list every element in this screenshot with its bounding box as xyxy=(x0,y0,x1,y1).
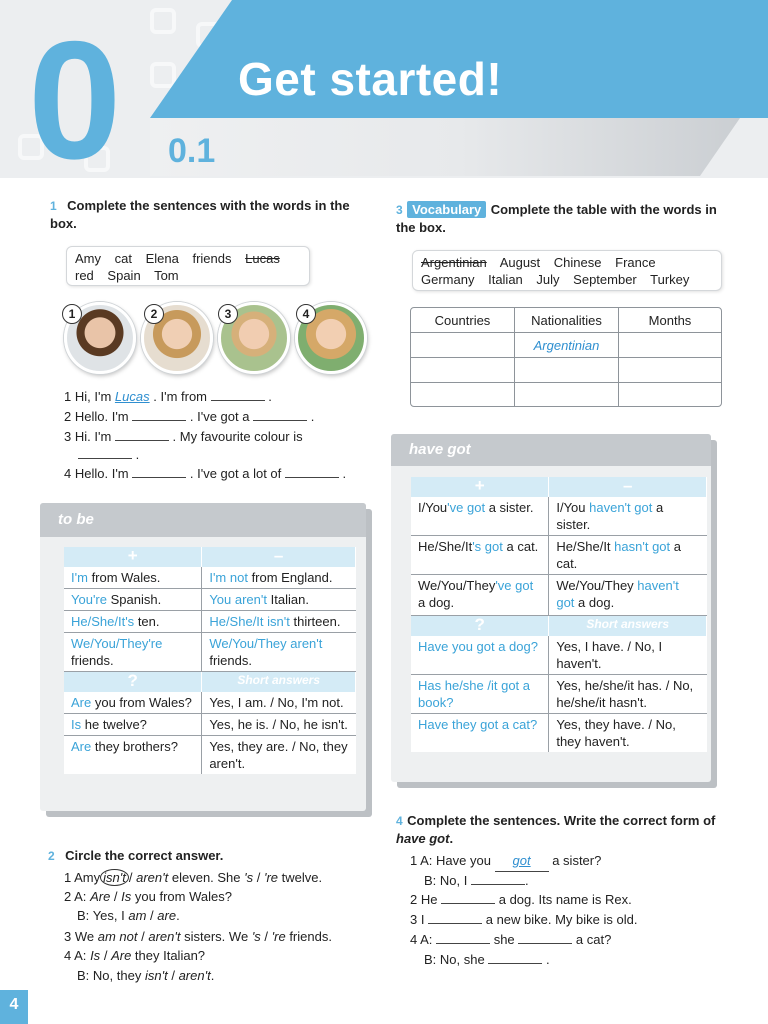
plus-header: + xyxy=(64,547,202,567)
exercise-2-item-1: 1 Amy isn't / aren't eleven. She 's / 're twelve. xyxy=(64,870,323,885)
column-header: Nationalities xyxy=(515,308,619,333)
exercise-4-instruction: 4 Complete the sentences. Write the correct form of have got. xyxy=(396,813,716,846)
decor-square xyxy=(150,8,176,34)
exercise-4-item-1b: B: No, I . xyxy=(424,873,529,888)
exercise-2-item-4: 4 A: Is / Are they Italian? xyxy=(64,948,206,963)
answer-blank[interactable] xyxy=(518,943,572,944)
table-cell[interactable] xyxy=(411,358,515,383)
answer-blank[interactable] xyxy=(436,943,490,944)
answer-blank[interactable] xyxy=(285,477,339,478)
minus-header: – xyxy=(202,547,356,567)
table-row: He/She/It's got a cat. He/She/It hasn't got a cat. xyxy=(411,536,707,575)
word: Elena xyxy=(145,251,179,266)
answer-blank[interactable] xyxy=(253,420,307,421)
table-row: Have they got a cat? Yes, they have. / No, they haven't. xyxy=(411,714,707,753)
table-cell[interactable] xyxy=(619,383,722,408)
grammar-panel-have-got xyxy=(391,434,711,782)
word-crossed-out: Argentinian xyxy=(421,255,487,270)
grammar-panel-to-be xyxy=(40,503,366,811)
decor-square xyxy=(150,62,176,88)
table-row: Has he/she /it got a book? Yes, he/she/it has. / No, he/she/it hasn't. xyxy=(411,675,707,714)
exercise-4-item-2: 2 He a dog. Its name is Rex. xyxy=(410,892,632,907)
answer-blank[interactable] xyxy=(428,923,482,924)
exercise-2-item-2b: B: Yes, I am / are. xyxy=(77,908,180,923)
table-cell[interactable] xyxy=(619,358,722,383)
word: red xyxy=(75,268,94,283)
table-row: I/You've got a sister. I/You haven't got a sister. xyxy=(411,497,707,536)
answer-blank[interactable] xyxy=(132,420,186,421)
word-box-ex1 xyxy=(66,246,310,286)
plus-header: + xyxy=(411,477,549,497)
page-number: 4 xyxy=(0,990,28,1024)
photo-number-badge: 3 xyxy=(218,304,238,324)
vocabulary-table xyxy=(410,307,722,407)
table-cell[interactable] xyxy=(515,383,619,408)
circled-answer[interactable]: isn't xyxy=(100,869,129,886)
exercise-number: 1 xyxy=(50,199,57,213)
unit-number-large: 0 xyxy=(28,6,118,194)
answer-blank[interactable] xyxy=(441,903,495,904)
exercise-2-item-3: 3 We am not / aren't sisters. We 's / 're friends. xyxy=(64,929,332,944)
panel-title: have got xyxy=(391,434,711,466)
table-row: We/You/They're friends. We/You/They aren't friends. xyxy=(64,633,356,672)
exercise-2-item-4b: B: No, they isn't / aren't. xyxy=(77,968,215,983)
exercise-4-item-4b: B: No, she . xyxy=(424,952,550,967)
word: Spain xyxy=(107,268,141,283)
short-answers-header: Short answers xyxy=(202,672,356,693)
exercise-4-item-1: 1 A: Have you got a sister? xyxy=(410,851,601,872)
exercise-1-instruction xyxy=(50,197,360,233)
exercise-1-item-1: 1 Hi, I'm Lucas . I'm from . xyxy=(64,389,272,404)
exercise-1-item-2: 2 Hello. I'm . I've got a . xyxy=(64,409,315,424)
table-cell[interactable] xyxy=(411,333,515,358)
to-be-table xyxy=(64,547,356,774)
vocabulary-tag: Vocabulary xyxy=(407,201,486,218)
exercise-4-item-3: 3 I a new bike. My bike is old. xyxy=(410,912,638,927)
example-answer: Argentinian xyxy=(515,333,619,358)
column-header: Countries xyxy=(411,308,515,333)
table-row: Is he twelve? Yes, he is. / No, he isn't. xyxy=(64,714,356,736)
exercise-1-item-3: 3 Hi. I'm . My favourite colour is xyxy=(64,429,303,444)
table-row: We/You/They've got a dog. We/You/They haven't got a dog. xyxy=(411,575,707,616)
answer-blank[interactable] xyxy=(115,440,169,441)
exercise-4-item-4: 4 A: she a cat? xyxy=(410,932,612,947)
short-answers-header: Short answers xyxy=(549,616,707,637)
example-answer: Lucas xyxy=(114,389,150,404)
exercise-2-instruction: 2 Circle the correct answer. xyxy=(48,848,224,863)
table-row: Are you from Wales? Yes, I am. / No, I'm not. xyxy=(64,692,356,714)
photo-number-badge: 4 xyxy=(296,304,316,324)
have-got-table xyxy=(411,477,707,752)
table-row: Have you got a dog? Yes, I have. / No, I haven't. xyxy=(411,636,707,675)
word: Amy xyxy=(75,251,101,266)
column-header: Months xyxy=(619,308,722,333)
question-header: ? xyxy=(411,616,549,637)
answer-blank[interactable] xyxy=(132,477,186,478)
table-row: You're Spanish. You aren't Italian. xyxy=(64,589,356,611)
exercise-1-item-3-cont: . xyxy=(78,445,139,465)
exercise-2-item-2: 2 A: Are / Is you from Wales? xyxy=(64,889,232,904)
question-header: ? xyxy=(64,672,202,693)
word: cat xyxy=(114,251,132,266)
panel-title: to be xyxy=(40,503,366,537)
table-row: I'm from Wales. I'm not from England. xyxy=(64,567,356,589)
answer-blank[interactable] xyxy=(211,400,265,401)
word-crossed-out: Lucas xyxy=(245,251,280,266)
table-row: Are they brothers? Yes, they are. / No, they aren't. xyxy=(64,736,356,775)
table-cell[interactable] xyxy=(619,333,722,358)
table-cell[interactable] xyxy=(515,358,619,383)
photo-number-badge: 2 xyxy=(144,304,164,324)
word-box-ex3: Argentinian August Chinese France Germany Italian July September Turkey xyxy=(412,250,722,291)
table-cell[interactable] xyxy=(411,383,515,408)
lesson-number: 0.1 xyxy=(168,132,216,170)
table-row: He/She/It's ten. He/She/It isn't thirteen. xyxy=(64,611,356,633)
answer-blank[interactable] xyxy=(488,963,542,964)
instruction-text: Complete the sentences with the words in the box. xyxy=(50,198,350,231)
example-answer: got xyxy=(495,851,549,872)
answer-blank[interactable] xyxy=(471,884,525,885)
photo-number-badge: 1 xyxy=(62,304,82,324)
exercise-1-item-4: 4 Hello. I'm . I've got a lot of . xyxy=(64,466,347,481)
word: friends xyxy=(192,251,232,266)
minus-header: – xyxy=(549,477,707,497)
word: Tom xyxy=(154,268,179,283)
page-title: Get started! xyxy=(238,53,503,105)
answer-blank[interactable] xyxy=(78,458,132,459)
exercise-3-instruction: 3 Vocabulary Complete the table with the words in the box. xyxy=(396,202,717,235)
